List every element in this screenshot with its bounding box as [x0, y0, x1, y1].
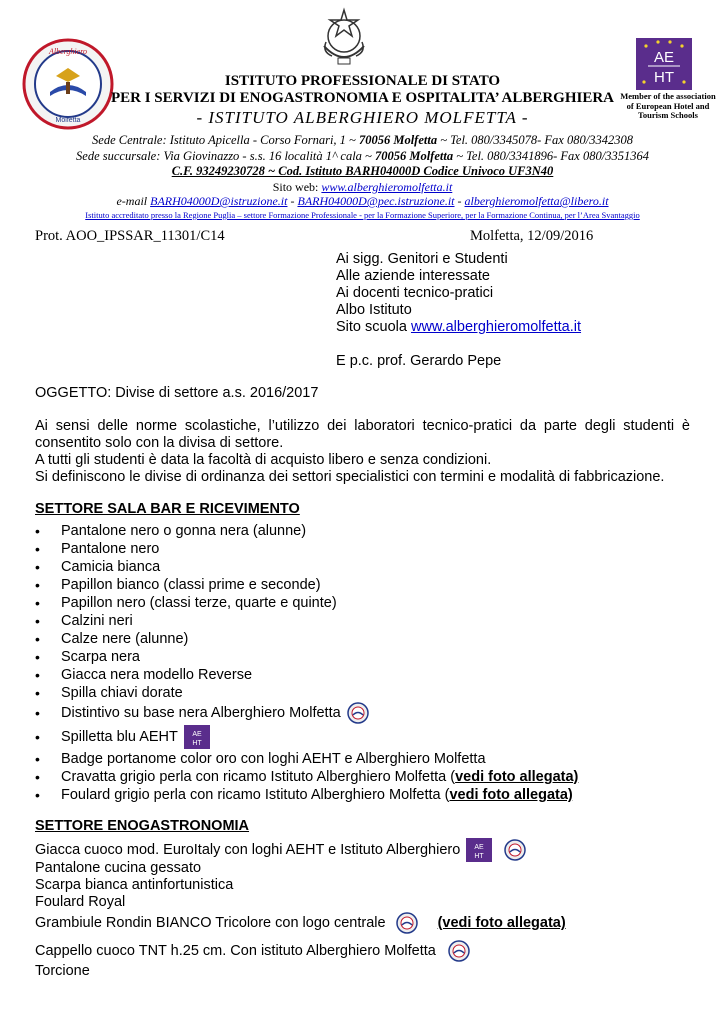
email-link-1[interactable]: BARH04000D@istruzione.it: [150, 194, 288, 208]
site-link[interactable]: www.alberghieromolfetta.it: [410, 319, 582, 335]
aeht-caption: Member of the association of European Hotel and Tourism Schools: [620, 91, 716, 120]
list-item: Grambiule Rondin BIANCO Tricolore con logo centrale (vedi foto allegata): [35, 911, 566, 935]
list-item: • Pantalone nero o gonna nera (alunne): [35, 522, 578, 540]
recipient-site: Sito scuola www.alberghieromolfetta.it: [336, 319, 582, 335]
list-item: • Scarpa nera: [35, 648, 578, 666]
svg-text:AE: AE: [192, 731, 202, 739]
list-item: • Pantalone nero: [35, 540, 578, 558]
header-line-1: ISTITUTO PROFESSIONALE DI STATO: [224, 73, 501, 89]
school-badge-icon: [448, 940, 470, 962]
section-heading-sala: SETTORE SALA BAR E RICEVIMENTO: [35, 501, 300, 517]
photo-link[interactable]: vedi foto allegata): [449, 787, 573, 803]
list-item: • Calzini neri: [35, 612, 578, 630]
paragraph: Ai sensi delle norme scolastiche, l’utilizzo dei laboratori tecnico-pratici da parte degli studenti è consentito solo con la divisa di settore.: [35, 418, 690, 451]
paragraph: Si definiscono le divise di ordinanza dei settori specialistici con termini e modalità di fabbricazione.: [35, 469, 665, 485]
list-item: Torcione: [35, 963, 90, 979]
svg-text:HT: HT: [192, 740, 202, 748]
list-item: • Calze nere (alunne): [35, 630, 578, 648]
recipients-block: [336, 251, 581, 370]
website-line: Sito web: www.alberghieromolfetta.it: [272, 180, 453, 194]
svg-text:Alberghiero: Alberghiero: [48, 47, 88, 56]
list-item: • Spilletta blu AEHT AE HT: [35, 724, 578, 750]
section-heading-eno: SETTORE ENOGASTRONOMIA: [35, 818, 250, 834]
list-item: • Distintivo su base nera Alberghiero Molfetta: [35, 702, 578, 724]
list-item: • Giacca nera modello Reverse: [35, 666, 578, 684]
recipient: Ai sigg. Genitori e Studenti: [336, 251, 508, 267]
protocol-number: Prot. AOO_IPSSAR_11301/C14: [35, 228, 225, 244]
sala-list: [35, 522, 578, 804]
photo-link[interactable]: vedi foto allegata): [455, 769, 579, 785]
intro-paragraphs: [35, 418, 690, 486]
eno-list: [35, 838, 566, 980]
list-item: Scarpa bianca antinfortunistica: [35, 877, 234, 893]
aeht-pin-icon: [184, 725, 210, 749]
svg-text:AE: AE: [474, 844, 484, 851]
website-link[interactable]: www.alberghieromolfetta.it: [321, 180, 453, 194]
cc-line: E p.c. prof. Gerardo Pepe: [336, 353, 502, 369]
recipient: Albo Istituto: [336, 302, 412, 318]
accreditation-line: Istituto accreditato presso la Regione Puglia – settore Formazione Professionale - per la Formazione Superiore, per la Formazione Continua, per l’Area Svantaggio: [85, 210, 640, 220]
list-item: Pantalone cucina gessato: [35, 860, 202, 876]
svg-text:HT: HT: [654, 69, 674, 86]
school-badge-icon: [504, 839, 526, 861]
codice-fiscale: C.F. 93249230728 ~ Cod. Istituto BARH04000D Codice Univoco UF3N40: [171, 164, 554, 178]
svg-text:HT: HT: [474, 853, 484, 860]
list-item: • Spilla chiavi dorate: [35, 684, 578, 702]
recipient: Alle aziende interessate: [336, 268, 490, 284]
aeht-pin-icon: [466, 838, 492, 862]
paragraph: A tutti gli studenti è data la facoltà di acquisto libero e senza condizioni.: [35, 452, 492, 468]
school-badge-icon: [396, 912, 418, 934]
email-line: e-mail BARH04000D@istruzione.it - BARH04000D@pec.istruzione.it - alberghieromolfetta@libero.it: [116, 194, 609, 208]
recipient: Ai docenti tecnico-pratici: [336, 285, 494, 301]
republic-emblem-icon: [316, 6, 372, 68]
sede-succursale: Sede succursale: Via Giovinazzo - s.s. 16 località 1^ cala ~ 70056 Molfetta ~ Tel. 080/3341896- Fax 080/3351364: [76, 149, 649, 163]
svg-text:Molfetta: Molfetta: [55, 117, 81, 124]
list-item: • Foulard grigio perla con ricamo Istituto Alberghiero Molfetta (vedi foto allegata): [35, 786, 578, 804]
header-line-2: PER I SERVIZI DI ENOGASTRONOMIA E OSPITALITA’ ALBERGHIERA: [110, 90, 615, 106]
list-item: • Camicia bianca: [35, 558, 578, 576]
list-item: • Papillon bianco (classi prime e seconde): [35, 576, 578, 594]
school-badge-icon: [347, 702, 369, 724]
sede-centrale: Sede Centrale: Istituto Apicella - Corso Fornari, 1 ~ 70056 Molfetta ~ Tel. 080/3345078- Fax 080/3342308: [92, 133, 633, 147]
header-school-name: - ISTITUTO ALBERGHIERO MOLFETTA -: [196, 108, 529, 127]
list-item: • Papillon nero (classi terze, quarte e quinte): [35, 594, 578, 612]
list-item: • Cravatta grigio perla con ricamo Istituto Alberghiero Molfetta (vedi foto allegata): [35, 768, 578, 786]
list-item: Foulard Royal: [35, 894, 126, 910]
list-item: • Badge portanome color oro con loghi AEHT e Alberghiero Molfetta: [35, 750, 578, 768]
email-link-3[interactable]: alberghieromolfetta@libero.it: [464, 194, 609, 208]
list-item: Giacca cuoco mod. EuroItaly con loghi AEHT e Istituto Alberghiero AE HT: [35, 838, 566, 860]
list-item: Cappello cuoco TNT h.25 cm. Con istituto Alberghiero Molfetta: [35, 939, 566, 963]
svg-text:AE: AE: [653, 49, 675, 66]
email-link-2[interactable]: BARH04000D@pec.istruzione.it: [297, 194, 455, 208]
subject-line: OGGETTO: Divise di settore a.s. 2016/2017: [35, 385, 319, 401]
letter-date: Molfetta, 12/09/2016: [470, 228, 594, 244]
photo-link[interactable]: (vedi foto allegata): [437, 915, 566, 931]
